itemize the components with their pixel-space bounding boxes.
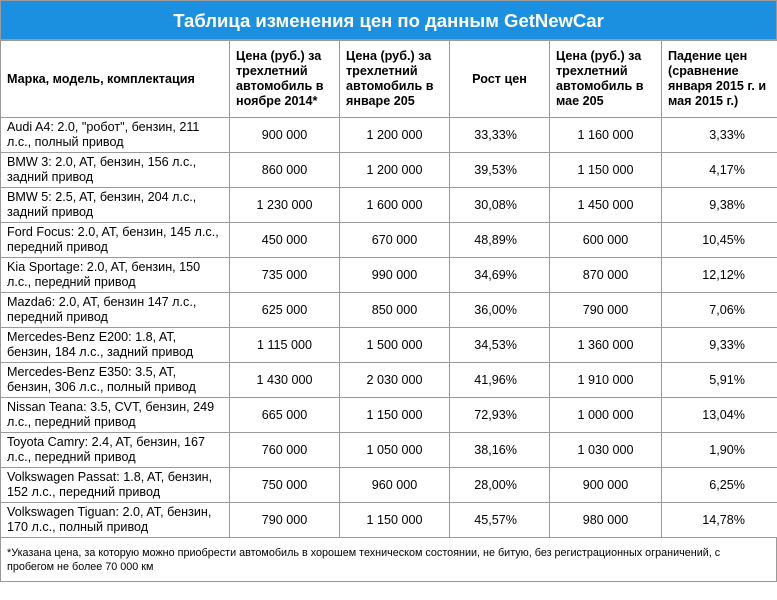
table-row bbox=[1, 223, 777, 258]
cell-drop: 3,33% bbox=[662, 118, 777, 153]
cell-price-nov-2014: 750 000 bbox=[230, 468, 340, 503]
cell-model: BMW 5: 2.5, AT, бензин, 204 л.с., задний привод bbox=[1, 188, 230, 223]
cell-price-nov-2014: 450 000 bbox=[230, 223, 340, 258]
cell-price-may: 600 000 bbox=[550, 223, 662, 258]
table-row bbox=[1, 293, 777, 328]
cell-price-nov-2014: 625 000 bbox=[230, 293, 340, 328]
cell-model: Volkswagen Tiguan: 2.0, AT, бензин, 170 л.с., полный привод bbox=[1, 503, 230, 538]
cell-growth: 45,57% bbox=[450, 503, 550, 538]
table-header bbox=[1, 41, 777, 118]
cell-growth: 34,69% bbox=[450, 258, 550, 293]
table-row bbox=[1, 328, 777, 363]
cell-price-may: 1 360 000 bbox=[550, 328, 662, 363]
table-title: Таблица изменения цен по данным GetNewCar bbox=[0, 0, 777, 40]
header-row bbox=[1, 41, 777, 118]
cell-drop: 1,90% bbox=[662, 433, 777, 468]
cell-model: BMW 3: 2.0, AT, бензин, 156 л.с., задний привод bbox=[1, 153, 230, 188]
cell-price-nov-2014: 900 000 bbox=[230, 118, 340, 153]
cell-price-nov-2014: 860 000 bbox=[230, 153, 340, 188]
cell-price-jan: 670 000 bbox=[340, 223, 450, 258]
cell-growth: 28,00% bbox=[450, 468, 550, 503]
price-table bbox=[0, 40, 777, 538]
table-row bbox=[1, 118, 777, 153]
cell-price-may: 1 150 000 bbox=[550, 153, 662, 188]
cell-growth: 72,93% bbox=[450, 398, 550, 433]
table-row bbox=[1, 258, 777, 293]
cell-price-may: 1 030 000 bbox=[550, 433, 662, 468]
cell-price-jan: 1 050 000 bbox=[340, 433, 450, 468]
footnote: *Указана цена, за которую можно приобрести автомобиль в хорошем техническом состоянии, не битую, без регистрационных ограничений, с пробегом не более 70 000 км bbox=[0, 538, 777, 582]
cell-price-jan: 2 030 000 bbox=[340, 363, 450, 398]
cell-model: Toyota Camry: 2.4, AT, бензин, 167 л.с., передний привод bbox=[1, 433, 230, 468]
cell-growth: 34,53% bbox=[450, 328, 550, 363]
cell-model: Nissan Teana: 3.5, CVT, бензин, 249 л.с., передний привод bbox=[1, 398, 230, 433]
cell-price-nov-2014: 1 115 000 bbox=[230, 328, 340, 363]
cell-drop: 6,25% bbox=[662, 468, 777, 503]
cell-growth: 41,96% bbox=[450, 363, 550, 398]
cell-growth: 36,00% bbox=[450, 293, 550, 328]
cell-price-may: 1 160 000 bbox=[550, 118, 662, 153]
cell-drop: 12,12% bbox=[662, 258, 777, 293]
cell-drop: 9,33% bbox=[662, 328, 777, 363]
cell-price-jan: 1 500 000 bbox=[340, 328, 450, 363]
cell-drop: 14,78% bbox=[662, 503, 777, 538]
cell-price-may: 1 910 000 bbox=[550, 363, 662, 398]
column-header-drop: Падение цен (сравнение января 2015 г. и мая 2015 г.) bbox=[662, 41, 777, 118]
cell-price-may: 790 000 bbox=[550, 293, 662, 328]
table-row bbox=[1, 503, 777, 538]
cell-model: Kia Sportage: 2.0, AT, бензин, 150 л.с., передний привод bbox=[1, 258, 230, 293]
cell-drop: 4,17% bbox=[662, 153, 777, 188]
cell-drop: 10,45% bbox=[662, 223, 777, 258]
table-row bbox=[1, 398, 777, 433]
cell-growth: 38,16% bbox=[450, 433, 550, 468]
cell-model: Audi A4: 2.0, "робот", бензин, 211 л.с., полный привод bbox=[1, 118, 230, 153]
cell-model: Mazda6: 2.0, AT, бензин 147 л.с., передний привод bbox=[1, 293, 230, 328]
cell-model: Mercedes-Benz E200: 1.8, AT, бензин, 184 л.с., задний привод bbox=[1, 328, 230, 363]
table-row bbox=[1, 468, 777, 503]
cell-price-may: 1 000 000 bbox=[550, 398, 662, 433]
column-header-price-jan: Цена (руб.) за трехлетний автомобиль в январе 205 bbox=[340, 41, 450, 118]
cell-price-nov-2014: 665 000 bbox=[230, 398, 340, 433]
cell-price-may: 1 450 000 bbox=[550, 188, 662, 223]
table-row bbox=[1, 433, 777, 468]
cell-drop: 9,38% bbox=[662, 188, 777, 223]
cell-drop: 5,91% bbox=[662, 363, 777, 398]
cell-growth: 48,89% bbox=[450, 223, 550, 258]
table-body bbox=[1, 118, 777, 538]
cell-price-may: 870 000 bbox=[550, 258, 662, 293]
cell-price-jan: 1 200 000 bbox=[340, 153, 450, 188]
cell-price-may: 900 000 bbox=[550, 468, 662, 503]
cell-price-jan: 990 000 bbox=[340, 258, 450, 293]
cell-price-jan: 850 000 bbox=[340, 293, 450, 328]
cell-price-jan: 1 200 000 bbox=[340, 118, 450, 153]
table-row bbox=[1, 153, 777, 188]
cell-price-nov-2014: 790 000 bbox=[230, 503, 340, 538]
cell-price-nov-2014: 735 000 bbox=[230, 258, 340, 293]
cell-price-nov-2014: 1 230 000 bbox=[230, 188, 340, 223]
cell-price-may: 980 000 bbox=[550, 503, 662, 538]
cell-price-jan: 1 150 000 bbox=[340, 503, 450, 538]
column-header-growth: Рост цен bbox=[450, 41, 550, 118]
cell-model: Mercedes-Benz E350: 3.5, AT, бензин, 306 л.с., полный привод bbox=[1, 363, 230, 398]
cell-growth: 30,08% bbox=[450, 188, 550, 223]
table-row bbox=[1, 363, 777, 398]
cell-price-nov-2014: 760 000 bbox=[230, 433, 340, 468]
cell-growth: 39,53% bbox=[450, 153, 550, 188]
column-header-price-may: Цена (руб.) за трехлетний автомобиль в мае 205 bbox=[550, 41, 662, 118]
cell-drop: 13,04% bbox=[662, 398, 777, 433]
column-header-price-nov-2014: Цена (руб.) за трехлетний автомобиль в ноябре 2014* bbox=[230, 41, 340, 118]
cell-model: Ford Focus: 2.0, AT, бензин, 145 л.с., передний привод bbox=[1, 223, 230, 258]
cell-drop: 7,06% bbox=[662, 293, 777, 328]
cell-price-jan: 1 600 000 bbox=[340, 188, 450, 223]
cell-price-nov-2014: 1 430 000 bbox=[230, 363, 340, 398]
cell-price-jan: 1 150 000 bbox=[340, 398, 450, 433]
cell-growth: 33,33% bbox=[450, 118, 550, 153]
column-header-model: Марка, модель, комплектация bbox=[1, 41, 230, 118]
cell-price-jan: 960 000 bbox=[340, 468, 450, 503]
table-row bbox=[1, 188, 777, 223]
cell-model: Volkswagen Passat: 1.8, AT, бензин, 152 л.с., передний привод bbox=[1, 468, 230, 503]
